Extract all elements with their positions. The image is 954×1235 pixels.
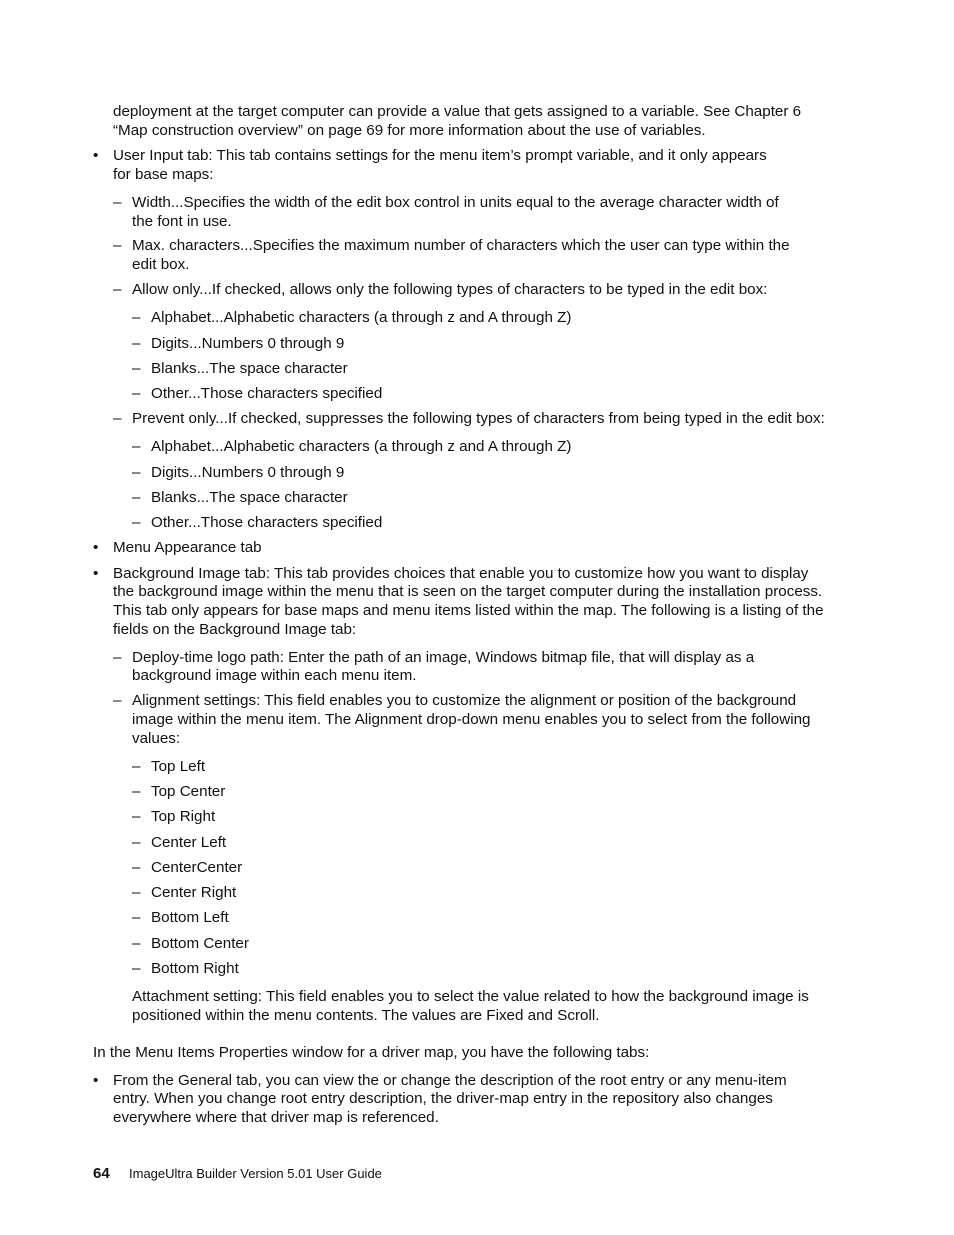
- dash-marker: –: [132, 335, 141, 352]
- user-input-tab-text: User Input tab: This tab contains settings for the menu item’s prompt variable, and it only appears: [113, 147, 767, 164]
- allow-subitem: Other...Those characters specified: [151, 385, 383, 402]
- background-image-tab-text: This tab only appears for base maps and menu items listed within the map. The following is a listing of the: [113, 602, 824, 619]
- max-characters-item: Max. characters...Specifies the maximum number of characters which the user can type within the: [132, 237, 790, 254]
- driver-map-intro: In the Menu Items Properties window for a driver map, you have the following tabs:: [93, 1044, 650, 1061]
- prevent-subitem: Digits...Numbers 0 through 9: [151, 464, 345, 481]
- background-image-tab-text: Background Image tab: This tab provides choices that enable you to customize how you want to display: [113, 565, 809, 582]
- dash-marker: –: [132, 859, 141, 876]
- alignment-value: Top Right: [151, 808, 216, 825]
- dash-marker: –: [132, 758, 141, 775]
- alignment-value: Bottom Right: [151, 960, 239, 977]
- dash-marker: –: [132, 514, 141, 531]
- dash-marker: –: [132, 808, 141, 825]
- alignment-item: image within the menu item. The Alignment drop-down menu enables you to select from the following: [132, 711, 811, 728]
- alignment-value: CenterCenter: [151, 859, 243, 876]
- alignment-value: Top Center: [151, 783, 226, 800]
- bullet-marker: •: [93, 539, 99, 556]
- dash-marker: –: [132, 783, 141, 800]
- logo-path-item: background image within each menu item.: [132, 667, 417, 684]
- alignment-item: values:: [132, 730, 181, 747]
- max-characters-item: edit box.: [132, 256, 190, 273]
- intro-line: deployment at the target computer can provide a value that gets assigned to a variable. See Chapter 6: [113, 103, 802, 120]
- general-tab-text: From the General tab, you can view the or change the description of the root entry or any menu-item: [113, 1072, 787, 1089]
- alignment-value: Center Right: [151, 884, 237, 901]
- bullet-marker: •: [93, 147, 99, 164]
- general-tab-text: entry. When you change root entry description, the driver-map entry in the repository also changes: [113, 1090, 773, 1107]
- prevent-subitem: Other...Those characters specified: [151, 514, 383, 531]
- dash-marker: –: [113, 237, 122, 254]
- alignment-item: Alignment settings: This field enables you to customize the alignment or position of the background: [132, 692, 797, 709]
- attachment-setting-text: positioned within the menu contents. The values are Fixed and Scroll.: [132, 1007, 600, 1024]
- menu-appearance-tab-text: Menu Appearance tab: [113, 539, 262, 556]
- general-tab-text: everywhere where that driver map is referenced.: [113, 1109, 439, 1126]
- dash-marker: –: [132, 834, 141, 851]
- dash-marker: –: [113, 281, 122, 298]
- prevent-subitem: Blanks...The space character: [151, 489, 348, 506]
- dash-marker: –: [113, 649, 122, 666]
- document-title: ImageUltra Builder Version 5.01 User Guide: [129, 1166, 382, 1181]
- dash-marker: –: [132, 909, 141, 926]
- dash-marker: –: [132, 489, 141, 506]
- width-item: Width...Specifies the width of the edit box control in units equal to the average character width of: [132, 194, 779, 211]
- dash-marker: –: [132, 385, 141, 402]
- allow-subitem: Blanks...The space character: [151, 360, 348, 377]
- dash-marker: –: [132, 960, 141, 977]
- alignment-value: Center Left: [151, 834, 227, 851]
- dash-marker: –: [132, 464, 141, 481]
- dash-marker: –: [132, 935, 141, 952]
- dash-marker: –: [132, 884, 141, 901]
- dash-marker: –: [113, 692, 122, 709]
- intro-line: “Map construction overview” on page 69 for more information about the use of variables.: [113, 122, 706, 139]
- bullet-marker: •: [93, 1072, 99, 1089]
- dash-marker: –: [132, 309, 141, 326]
- alignment-value: Top Left: [151, 758, 206, 775]
- attachment-setting-text: Attachment setting: This field enables you to select the value related to how the background image is: [132, 988, 809, 1005]
- allow-only-item: Allow only...If checked, allows only the following types of characters to be typed in the edit box:: [132, 281, 768, 298]
- background-image-tab-text: fields on the Background Image tab:: [113, 621, 357, 638]
- dash-marker: –: [113, 194, 122, 211]
- allow-subitem: Digits...Numbers 0 through 9: [151, 335, 345, 352]
- background-image-tab-text: the background image within the menu that is seen on the target computer during the installation process.: [113, 583, 823, 600]
- alignment-value: Bottom Left: [151, 909, 229, 926]
- dash-marker: –: [132, 360, 141, 377]
- bullet-marker: •: [93, 565, 99, 582]
- dash-marker: –: [113, 410, 122, 427]
- page-number: 64: [93, 1165, 110, 1182]
- dash-marker: –: [132, 438, 141, 455]
- prevent-subitem: Alphabet...Alphabetic characters (a through z and A through Z): [151, 438, 572, 455]
- user-input-tab-text: for base maps:: [113, 166, 214, 183]
- alignment-value: Bottom Center: [151, 935, 249, 952]
- width-item: the font in use.: [132, 213, 232, 230]
- prevent-only-item: Prevent only...If checked, suppresses the following types of characters from being typed in the edit box:: [132, 410, 825, 427]
- logo-path-item: Deploy-time logo path: Enter the path of an image, Windows bitmap file, that will display as a: [132, 649, 755, 666]
- allow-subitem: Alphabet...Alphabetic characters (a through z and A through Z): [151, 309, 572, 326]
